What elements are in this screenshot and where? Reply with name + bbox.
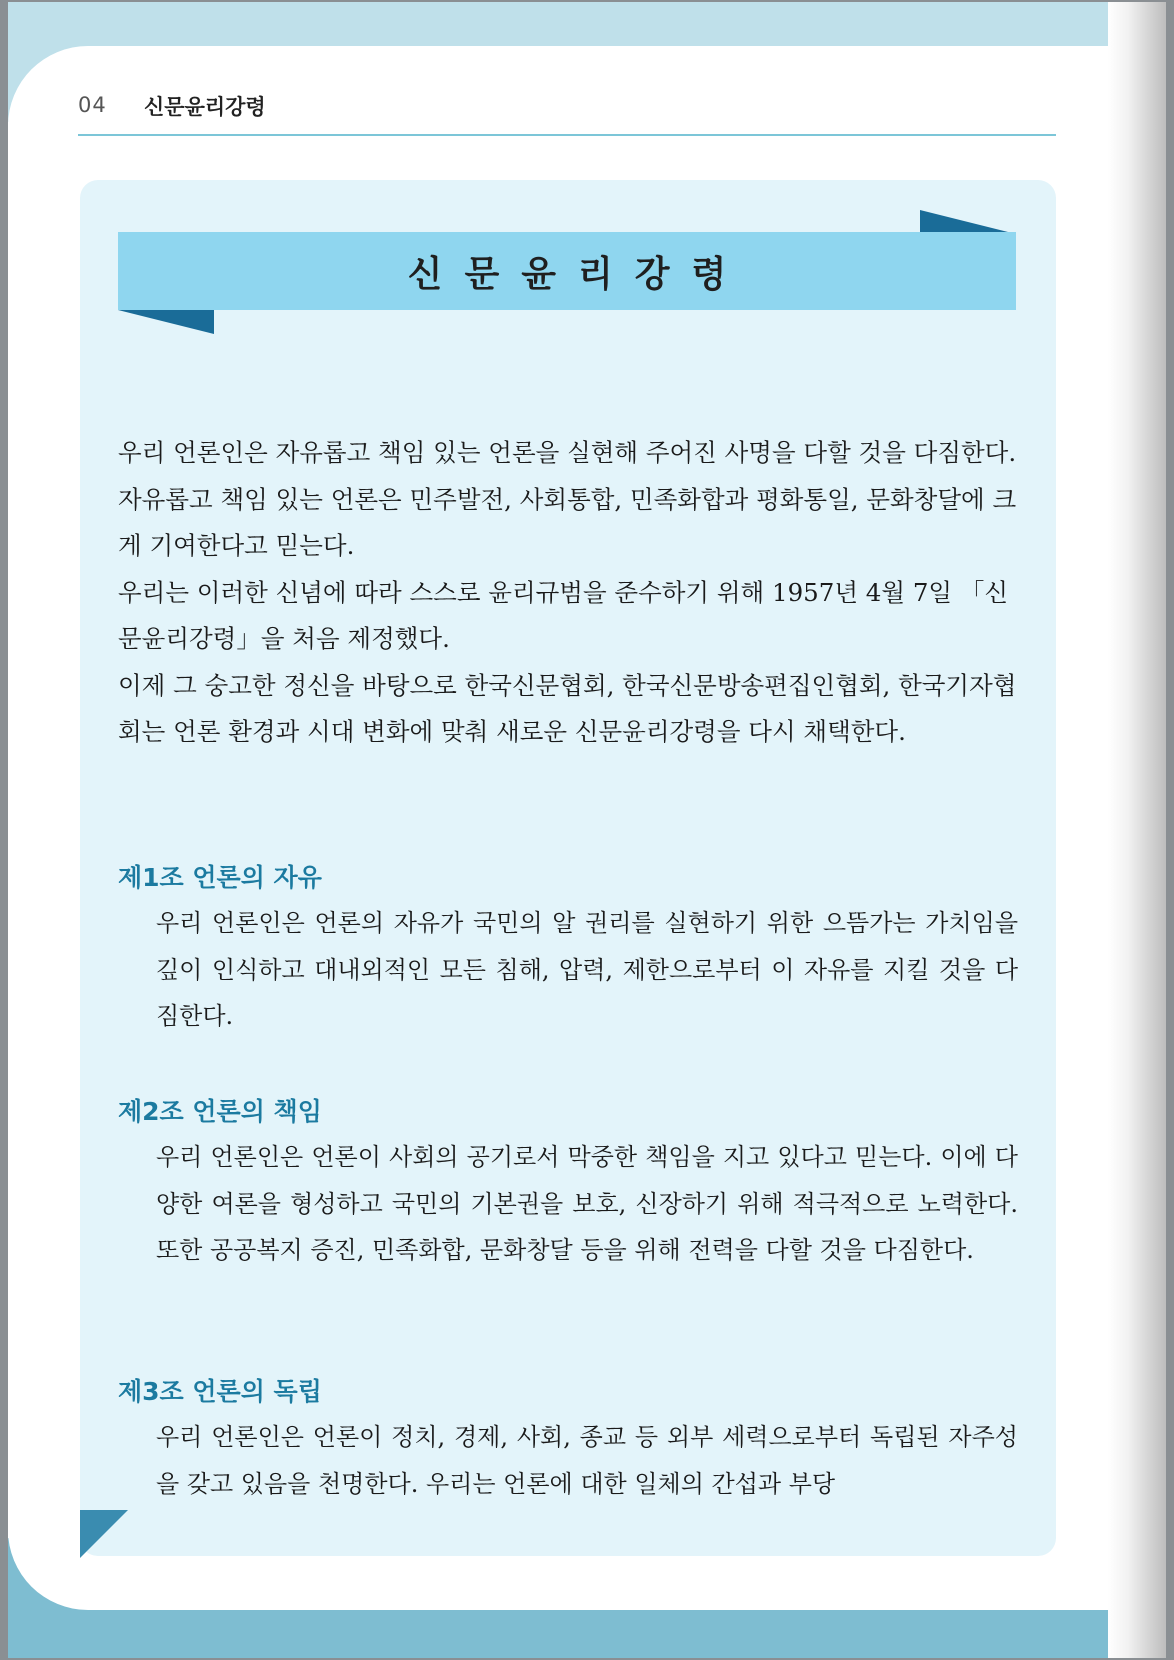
- article-1-body: 우리 언론인은 언론의 자유가 국민의 알 권리를 실현하기 위한 으뜸가는 가치임을 깊이 인식하고 대내외적인 모든 침해, 압력, 제한으로부터 이 자유를 지킬 것을 다짐한다.: [156, 909, 1018, 1030]
- preamble-paragraph: 우리 언론인은 자유롭고 책임 있는 언론을 실현해 주어진 사명을 다할 것을 다짐한다. 자유롭고 책임 있는 언론은 민주발전, 사회통합, 민족화합과 평화통일, 문화창달에 크게 기여한다고 믿는다.: [118, 438, 1017, 560]
- ribbon-fold-bottom-left: [118, 310, 214, 334]
- running-header-title: 신문윤리강령: [144, 95, 266, 119]
- document-title: 신문윤리강령: [407, 253, 749, 295]
- page-edge-shadow: [1108, 2, 1166, 1658]
- article-2-heading: 제2조 언론의 책임: [118, 1097, 322, 1126]
- preamble: [118, 430, 1018, 756]
- header-divider: [78, 134, 1056, 136]
- top-frame-band: [8, 2, 1166, 46]
- article-2-body: 우리 언론인은 언론이 사회의 공기로서 막중한 책임을 지고 있다고 믿는다. 이에 다양한 여론을 형성하고 국민의 기본권을 보호, 신장하기 위해 적극적으로 노력한다. 또한 공공복지 증진, 민족화합, 문화창달 등을 위해 전력을 다할 것을 다짐한다.: [156, 1143, 1018, 1264]
- title-ribbon: [118, 232, 1016, 310]
- preamble-paragraph: 우리는 이러한 신념에 따라 스스로 윤리규범을 준수하기 위해 1957년 4월 7일 「신문윤리강령」을 처음 제정했다.: [118, 577, 1009, 653]
- article-3-body: 우리 언론인은 언론이 정치, 경제, 사회, 종교 등 외부 세력으로부터 독립된 자주성을 갖고 있음을 천명한다. 우리는 언론에 대한 일체의 간섭과 부당: [156, 1423, 1018, 1498]
- preamble-paragraph: 이제 그 숭고한 정신을 바탕으로 한국신문협회, 한국신문방송편집인협회, 한국기자협회는 언론 환경과 시대 변화에 맞춰 새로운 신문윤리강령을 다시 채택한다.: [118, 670, 1017, 746]
- page-number: 04: [78, 93, 107, 117]
- article-3-heading: 제3조 언론의 독립: [118, 1377, 322, 1406]
- bottom-frame-band: [8, 1610, 1166, 1658]
- panel-corner-fold: [80, 1510, 128, 1558]
- ribbon-fold-top-right: [920, 210, 1016, 234]
- article-1-heading: 제1조 언론의 자유: [118, 863, 322, 892]
